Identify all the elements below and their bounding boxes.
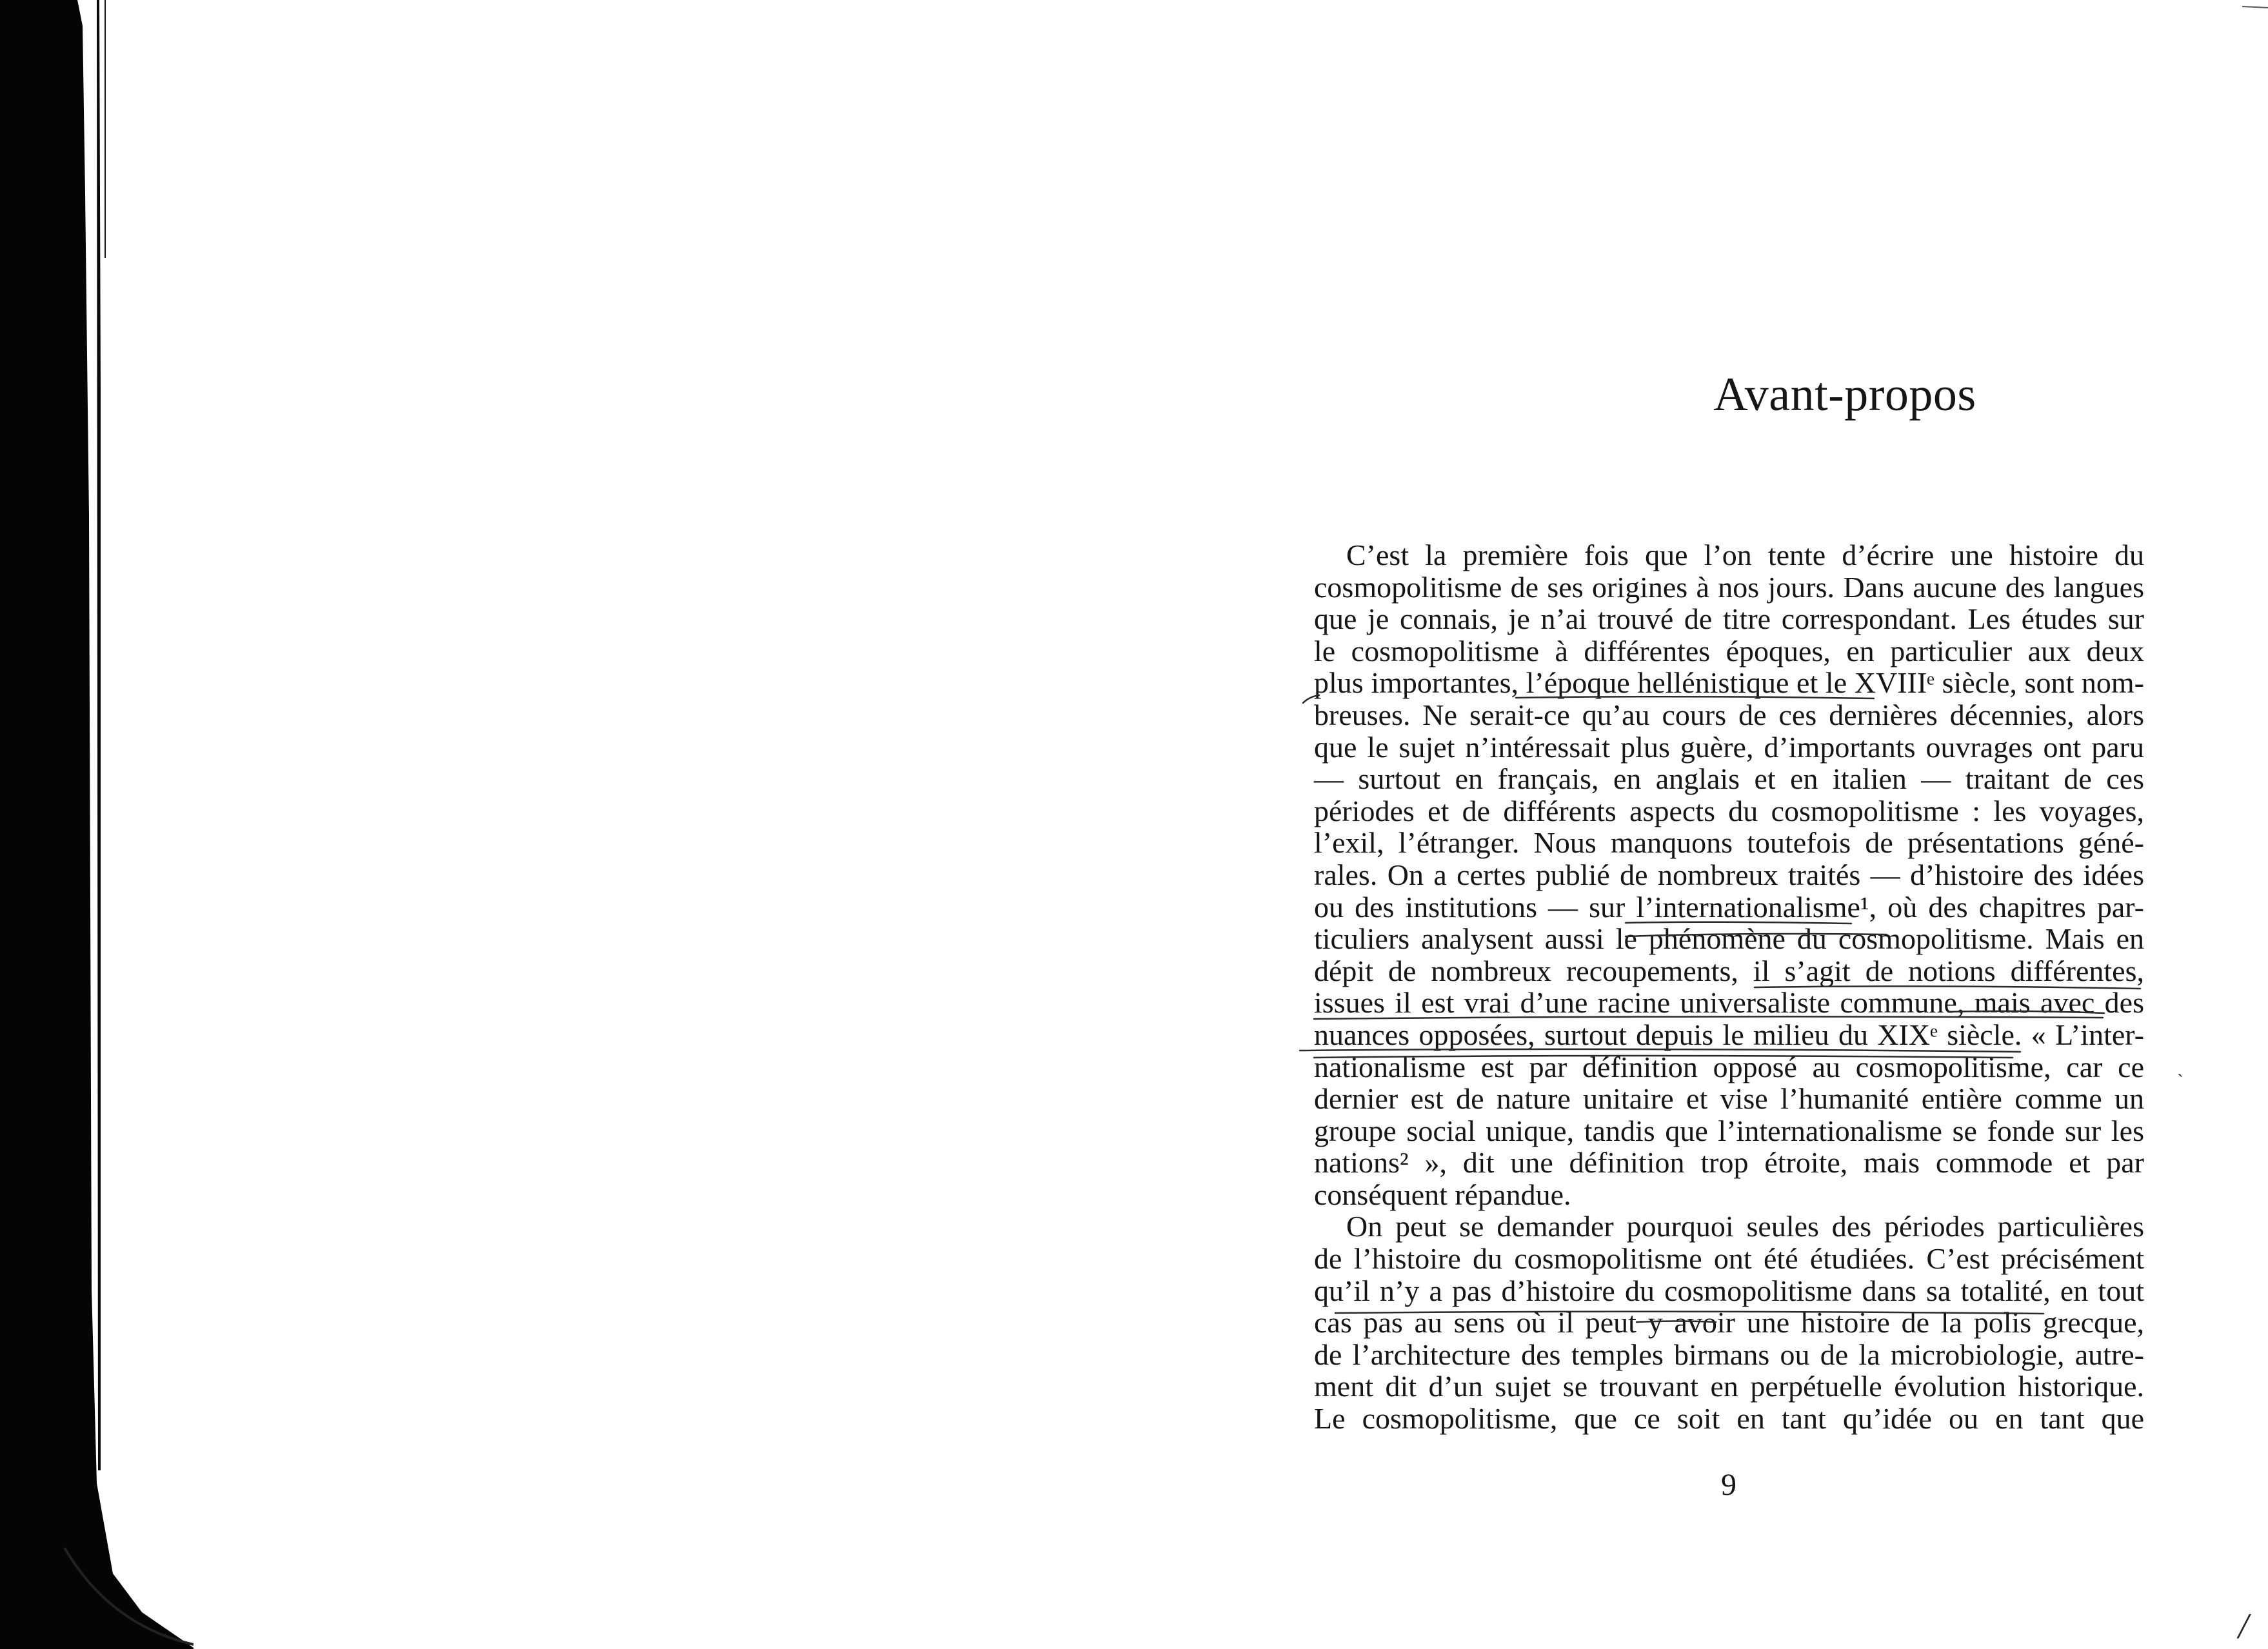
page-number: 9 [1721,1468,1736,1502]
text-line: le cosmopolitisme à différentes époques, en particulier aux deux [1314,634,2144,667]
text-line: nations² », dit une définition trop étroite, mais commode et par [1314,1146,2144,1180]
text-line: nationalisme est par définition opposé au cosmopolitisme, car ce [1314,1050,2144,1083]
binding-gutter-shadow [0,0,194,1649]
text-line: dépit de nombreux recoupements, il s’agit de notions différentes, [1314,954,2144,987]
text-line: issues il est vrai d’une racine universaliste commune, mais avec des [1314,986,2144,1020]
chapter-title: Avant-propos [1713,368,1976,421]
stray-pen-mark: ˋ [2177,1071,2183,1092]
text-line: breuses. Ne serait-ce qu’au cours de ces dernières décennies, alors [1314,698,2144,731]
text-line: que je connais, je n’ai trouvé de titre correspondant. Les études sur [1314,602,2144,636]
text-line: ticuliers analysent aussi le phénomène du cosmopolitisme. Mais en [1314,922,2144,956]
paragraph-1 [1314,539,2144,1210]
text-line: ment dit d’un sujet se trouvant en perpétuelle évolution historique. [1314,1370,2144,1403]
text-line: cas pas au sens où il peut y avoir une histoire de la polis grecque, [1314,1306,2144,1339]
page-right-edge [2242,0,2268,1649]
text-line: nuances opposées, surtout depuis le milieu du XIXᵉ siècle. « L’inter- [1314,1018,2144,1051]
right-edge-shape [2242,0,2268,1649]
text-line: l’exil, l’étranger. Nous manquons toutefois de présentations géné- [1314,826,2144,860]
text-line: conséquent répandue. [1314,1178,1571,1211]
text-line: dernier est de nature unitaire et vise l’humanité entière comme un [1314,1082,2144,1116]
text-line: ou des institutions — sur l’internationalisme¹, où des chapitres par- [1314,890,2144,923]
body-text [1314,539,2144,1435]
text-line: groupe social unique, tandis que l’internationalisme se fonde sur les [1314,1114,2144,1147]
text-line: de l’histoire du cosmopolitisme ont été étudiées. C’est précisément [1314,1242,2144,1276]
corner-pen-mark: / [2238,1606,2249,1646]
text-line: On peut se demander pourquoi seules des périodes particulières [1346,1210,2144,1243]
text-line: plus importantes, l’époque hellénistique et le XVIIIᵉ siècle, sont nom- [1314,666,2144,700]
text-line: qu’il n’y a pas d’histoire du cosmopolitisme dans sa totalité, en tout [1314,1274,2144,1307]
text-line: — surtout en français, en anglais et en italien — traitant de ces [1314,762,2144,796]
text-line: périodes et de différents aspects du cosmopolitisme : les voyages, [1314,794,2144,827]
text-line: C’est la première fois que l’on tente d’écrire une histoire du [1346,538,2144,571]
text-line: de l’architecture des temples birmans ou de la microbiologie, autre- [1314,1338,2144,1371]
text-line: cosmopolitisme de ses origines à nos jours. Dans aucune des langues [1314,570,2144,604]
text-line: rales. On a certes publié de nombreux traités — d’histoire des idées [1314,858,2144,891]
text-line: que le sujet n’intéressait plus guère, d’importants ouvrages ont paru [1314,730,2144,764]
gutter-shape [0,0,194,1649]
text-line: Le cosmopolitisme, que ce soit en tant qu’idée ou en tant que [1314,1402,2144,1436]
paragraph-2 [1314,1210,2144,1434]
